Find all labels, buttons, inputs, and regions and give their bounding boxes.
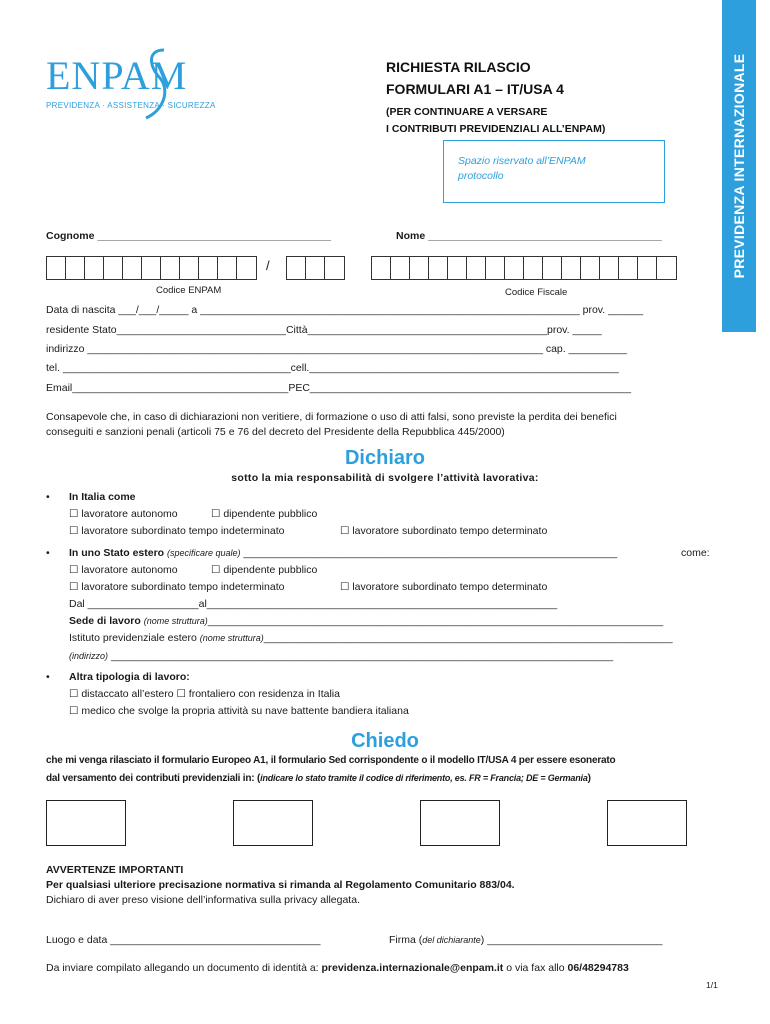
italia-title: In Italia come <box>69 491 136 503</box>
invio-text-1: Da inviare compilato allegando un documento di identità a: <box>46 962 322 974</box>
luogo-data-field[interactable]: Luogo e data ____________________________________ <box>46 934 321 946</box>
istituto-spec: (nome struttura) <box>199 633 264 643</box>
italia-indeterminato-checkbox[interactable]: ☐ lavoratore subordinato tempo indeterminato <box>69 525 285 537</box>
indirizzo-blank[interactable]: ______________________________________________________________________________________ <box>110 650 614 662</box>
altra-distaccato-checkbox[interactable]: ☐ distaccato all’estero ☐ frontaliero con residenza in Italia <box>69 688 340 700</box>
estero-spec: (specificare quale) <box>167 548 241 558</box>
avvertenze-line-2: Dichiaro di aver preso visione dell’informativa sulla privacy allegata. <box>46 894 360 906</box>
istituto-indirizzo-field[interactable] <box>69 650 613 662</box>
estero-title: In uno Stato estero <box>69 547 165 559</box>
invio-line <box>46 962 629 974</box>
estero-indeterminato-checkbox[interactable]: ☐ lavoratore subordinato tempo indeterminato <box>69 581 285 593</box>
enpam-reserved-box <box>443 140 665 203</box>
page-number: 1/1 <box>706 980 718 990</box>
sede-label: Sede di lavoro <box>69 615 141 627</box>
codice-slash: / <box>266 258 270 273</box>
firma-field[interactable] <box>389 934 662 946</box>
altra-nave-checkbox[interactable]: ☐ medico che svolge la propria attività su nave battente bandiera italiana <box>69 705 409 717</box>
indirizzo-spec: (indirizzo) <box>69 651 109 661</box>
estero-come: come: <box>681 547 710 559</box>
chiedo-line-2-end: ) <box>587 773 591 784</box>
side-tab-label: PREVIDENZA INTERNAZIONALE <box>731 53 747 279</box>
altra-title: Altra tipologia di lavoro: <box>69 671 190 683</box>
title-line-2: FORMULARI A1 – IT/USA 4 <box>386 81 564 97</box>
bullet-estero: • <box>46 547 50 559</box>
chiedo-line-2 <box>46 773 591 784</box>
firma-label: Firma ( <box>389 934 423 946</box>
codice-enpam-boxes-2[interactable] <box>286 256 345 280</box>
country-code-box-4[interactable] <box>607 800 687 846</box>
codice-fiscale-label: Codice Fiscale <box>505 287 568 298</box>
reserved-line-1: Spazio riservato all’ENPAM <box>458 155 586 167</box>
residenza-field[interactable]: residente Stato_____________________________Città_________________________________________prov. _____ <box>46 324 602 336</box>
sede-lavoro-field[interactable] <box>69 615 663 627</box>
italia-pubblico-checkbox[interactable]: ☐ dipendente pubblico <box>211 508 318 520</box>
estero-determinato-checkbox[interactable]: ☐ lavoratore subordinato tempo determinato <box>340 581 548 593</box>
subtitle-line-1: (PER CONTINUARE A VERSARE <box>386 106 548 118</box>
estero-autonomo-checkbox[interactable]: ☐ lavoratore autonomo <box>69 564 178 576</box>
consapevole-text <box>46 410 617 440</box>
chiedo-heading: Chiedo <box>351 730 419 752</box>
side-tab <box>722 0 756 332</box>
istituto-field[interactable] <box>69 632 673 644</box>
country-code-box-1[interactable] <box>46 800 126 846</box>
dichiaro-subheading: sotto la mia responsabilità di svolgere l’attività lavorativa: <box>231 472 539 484</box>
istituto-blank[interactable]: ______________________________________________________________________ <box>263 632 673 644</box>
italia-determinato-checkbox[interactable]: ☐ lavoratore subordinato tempo determinato <box>340 525 548 537</box>
bullet-altra: • <box>46 671 50 683</box>
firma-blank[interactable]: ) ______________________________ <box>480 934 663 946</box>
data-nascita-field[interactable]: Data di nascita ___/___/_____ a _________________________________________________________________ prov. ______ <box>46 304 644 316</box>
dichiaro-heading: Dichiaro <box>344 447 426 469</box>
estero-periodo-field[interactable]: Dal ___________________al____________________________________________________________ <box>69 598 558 610</box>
form-header <box>386 56 605 138</box>
avvertenze-line-1: Per qualsiasi ulteriore precisazione normativa si rimanda al Regolamento Comunitario 883/04. <box>46 879 515 891</box>
country-code-box-3[interactable] <box>420 800 500 846</box>
logo-tagline: PREVIDENZA · ASSISTENZA · SICUREZZA <box>46 101 216 110</box>
country-code-box-2[interactable] <box>233 800 313 846</box>
italia-autonomo-checkbox[interactable]: ☐ lavoratore autonomo <box>69 508 178 520</box>
bullet-italia: • <box>46 491 50 503</box>
estero-line[interactable] <box>69 547 617 559</box>
consapevole-line-1: Consapevole che, in caso di dichiarazioni non veritiere, di formazione o uso di atti falsi, sono previste la perdita dei benefici <box>46 411 617 423</box>
invio-text-2: o via fax allo <box>503 962 568 974</box>
invio-fax: 06/48294783 <box>567 962 629 974</box>
nome-field[interactable]: Nome ________________________________________ <box>396 230 662 242</box>
sede-spec: (nome struttura) <box>143 616 208 626</box>
avvertenze-title: AVVERTENZE IMPORTANTI <box>46 864 184 876</box>
chiedo-line-1: che mi venga rilasciato il formulario Europeo A1, il formulario Sed corrispondente o il modello IT/USA 4 per essere esonerato <box>46 755 616 766</box>
codice-enpam-label: Codice ENPAM <box>156 285 222 296</box>
estero-pubblico-checkbox[interactable]: ☐ dipendente pubblico <box>211 564 318 576</box>
telefono-field[interactable]: tel. _______________________________________cell._____________________________________________________ <box>46 362 619 374</box>
reserved-line-2: protocollo <box>458 170 504 182</box>
chiedo-line-2-italic: indicare lo stato tramite il codice di riferimento, es. FR = Francia; DE = Germania <box>260 773 588 783</box>
indirizzo-field[interactable]: indirizzo ______________________________________________________________________________ cap. __________ <box>46 343 627 355</box>
logo-name: ENPAM <box>46 53 188 98</box>
avvertenze-section <box>46 863 515 908</box>
estero-blank[interactable]: ________________________________________________________________ <box>243 547 618 559</box>
consapevole-line-2: conseguiti e sanzioni penali (articoli 75 e 76 del decreto del Presidente della Repubblica 445/2000) <box>46 426 505 438</box>
chiedo-line-2-bold: dal versamento dei contributi previdenziali in: ( <box>46 773 261 784</box>
istituto-label: Istituto previdenziale estero <box>69 632 197 644</box>
cognome-field[interactable]: Cognome ________________________________________ <box>46 230 331 242</box>
codice-enpam-boxes-1[interactable] <box>46 256 257 280</box>
subtitle-line-2: I CONTRIBUTI PREVIDENZIALI ALL’ENPAM) <box>386 123 606 135</box>
email-field[interactable]: Email_____________________________________PEC_______________________________________________________ <box>46 382 632 394</box>
invio-email-link[interactable]: previdenza.internazionale@enpam.it <box>321 962 504 974</box>
title-line-1: RICHIESTA RILASCIO <box>386 59 531 75</box>
firma-spec: del dichiarante <box>422 935 481 945</box>
codice-fiscale-boxes[interactable] <box>371 256 677 280</box>
sede-blank[interactable]: ______________________________________________________________________________ <box>207 615 664 627</box>
